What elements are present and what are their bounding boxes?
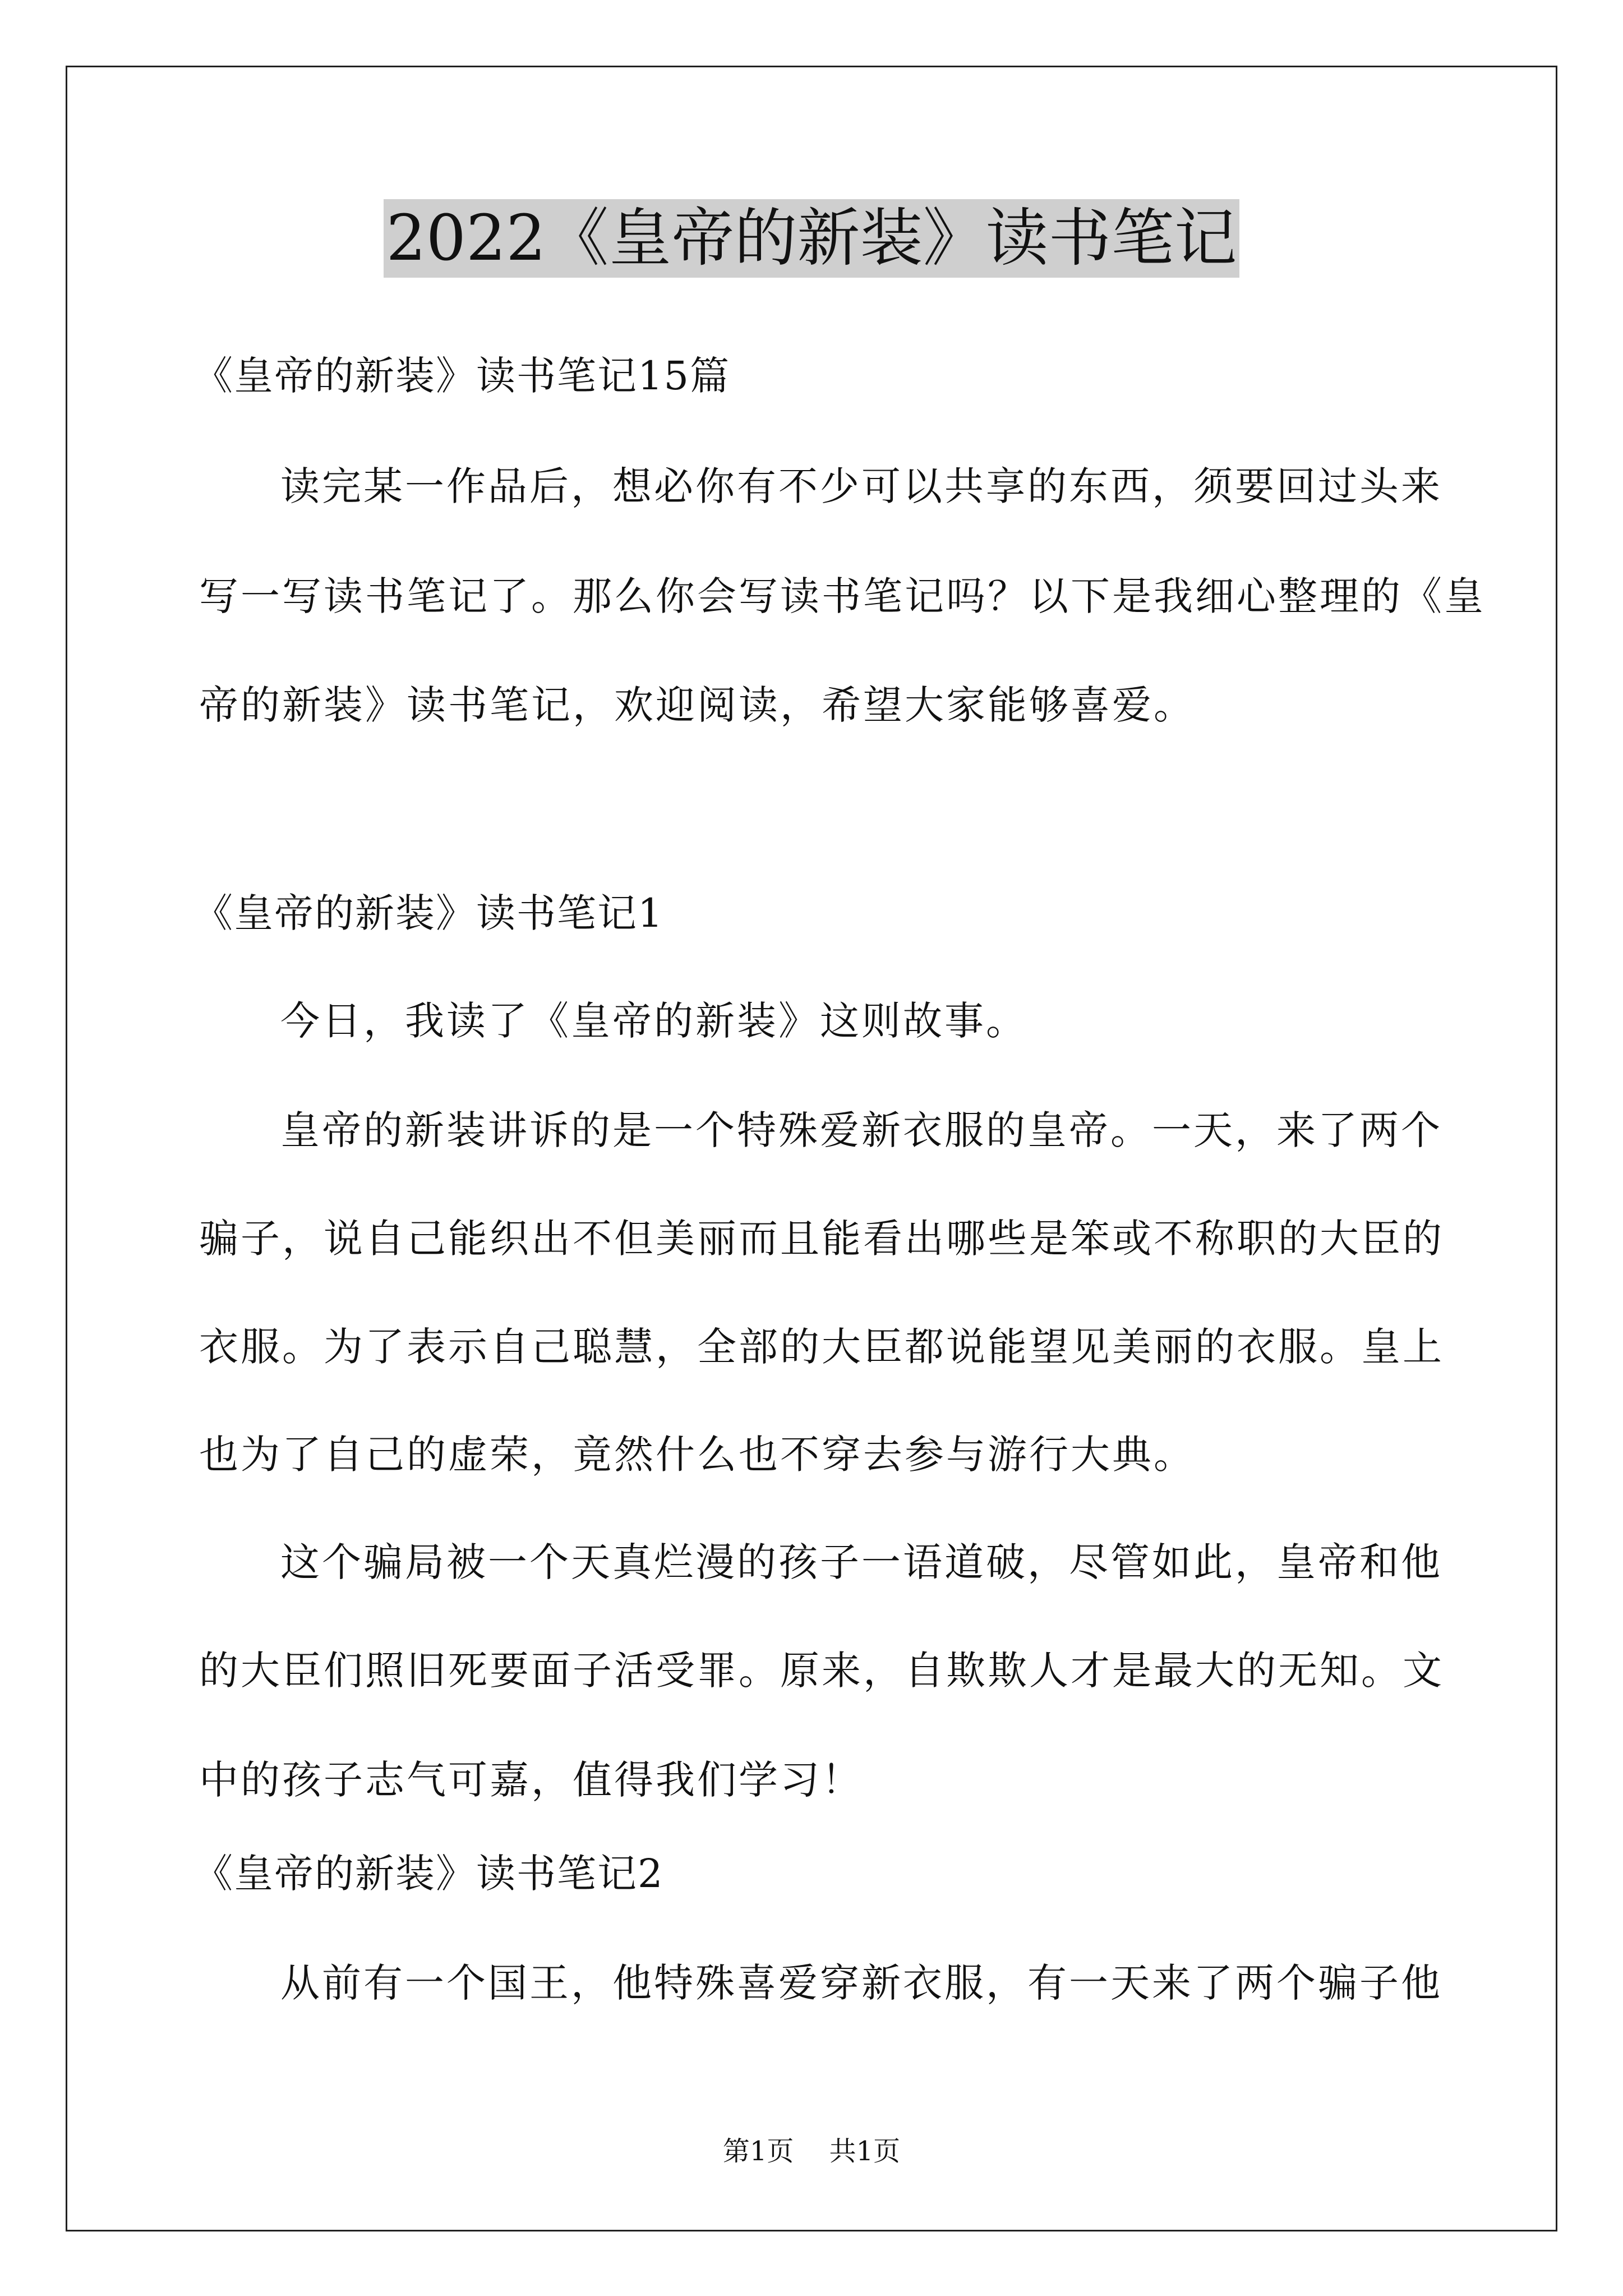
paragraph-line: 从前有一个国王，他特殊喜爱穿新衣服，有一天来了两个骗子他 bbox=[280, 1960, 1442, 2006]
page-number: 第1页 bbox=[722, 2136, 794, 2167]
paragraph-line: 写一写读书笔记了。那么你会写读书笔记吗？以下是我细心整理的《皇 bbox=[199, 573, 1486, 619]
paragraph-line: 也为了自己的虚荣，竟然什么也不穿去参与游行大典。 bbox=[199, 1432, 1195, 1478]
page-footer bbox=[0, 2134, 1623, 2168]
paragraph-line: 读完某一作品后，想必你有不少可以共享的东西，须要回过头来 bbox=[280, 463, 1442, 509]
paragraph-line: 皇帝的新装讲诉的是一个特殊爱新衣服的皇帝。一天，来了两个 bbox=[280, 1107, 1442, 1153]
paragraph-line: 的大臣们照旧死要面子活受罪。原来，自欺欺人才是最大的无知。文 bbox=[199, 1648, 1444, 1694]
page-total: 共1页 bbox=[829, 2136, 901, 2167]
section-heading: 《皇帝的新装》读书笔记2 bbox=[193, 1851, 664, 1897]
paragraph-line: 帝的新装》读书笔记，欢迎阅读，希望大家能够喜爱。 bbox=[199, 682, 1195, 728]
paragraph-line: 今日，我读了《皇帝的新装》这则故事。 bbox=[280, 998, 1027, 1044]
document-subtitle: 《皇帝的新装》读书笔记15篇 bbox=[193, 353, 731, 399]
title-container bbox=[0, 199, 1623, 278]
document-title: 2022《皇帝的新装》读书笔记 bbox=[384, 199, 1239, 278]
paragraph-line: 衣服。为了表示自己聪慧，全部的大臣都说能望见美丽的衣服。皇上 bbox=[199, 1324, 1444, 1370]
paragraph-line: 这个骗局被一个天真烂漫的孩子一语道破，尽管如此，皇帝和他 bbox=[280, 1539, 1442, 1585]
section-heading: 《皇帝的新装》读书笔记1 bbox=[193, 890, 664, 936]
paragraph-line: 骗子，说自己能织出不但美丽而且能看出哪些是笨或不称职的大臣的 bbox=[199, 1216, 1444, 1262]
paragraph-line: 中的孩子志气可嘉，值得我们学习！ bbox=[199, 1757, 863, 1803]
